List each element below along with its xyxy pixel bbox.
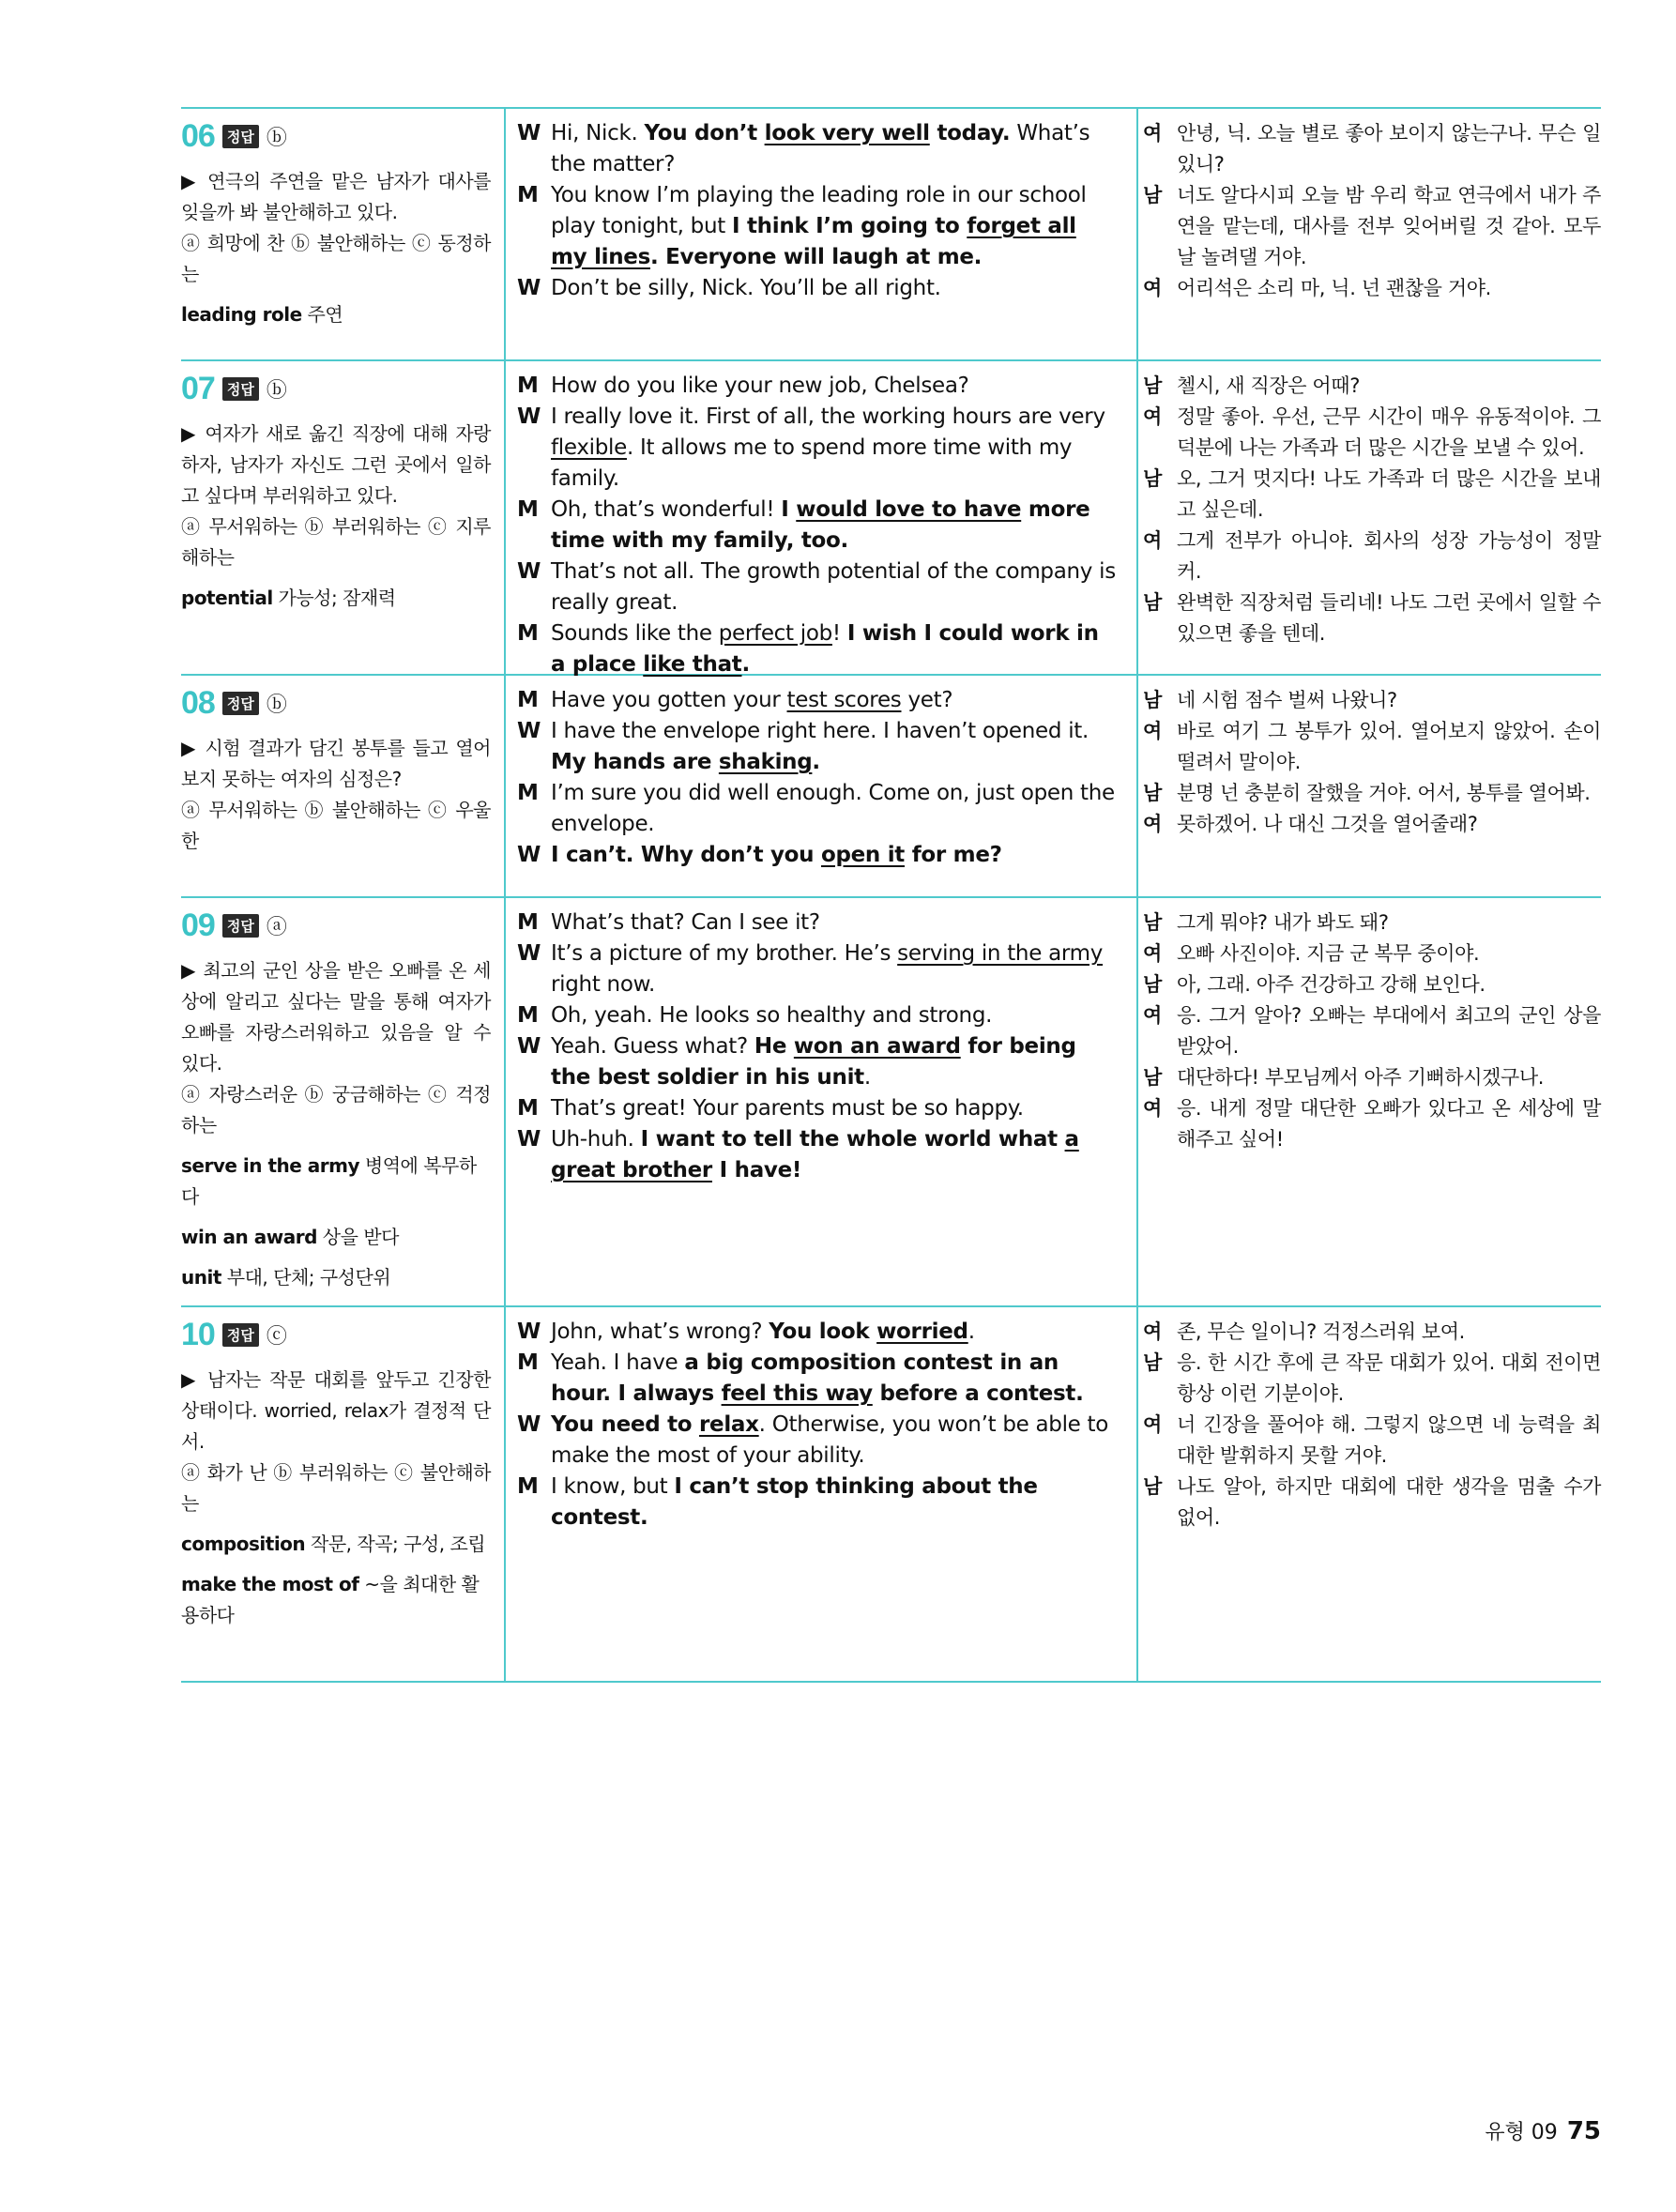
translation-line [1143,1348,1601,1410]
translation-text: 그게 뭐야? 내가 봐도 돼? [1177,911,1389,934]
speaker-label: 남 [1143,374,1162,397]
vocab-list [181,1151,491,1293]
dialogue-segment: I can’t. Why don’t you [551,843,821,867]
dialogue-text [551,1410,1118,1472]
translation-text: 대단하다! 부모님께서 아주 기뻐하시겠구나. [1177,1066,1545,1089]
dialogue-segment: a big composition contest in an hour. I always [551,1350,1059,1406]
translation-column [1143,898,1601,1155]
key-phrase: look very well [764,121,930,145]
key-phrase: would love to have [796,497,1022,522]
page-number: 75 [1566,2117,1601,2145]
translation-line [1143,464,1601,526]
key-phrase: relax [698,1412,759,1437]
dialogue-text [551,1124,1118,1186]
answer-badge: 정답 [222,914,259,938]
speaker-label: W [517,121,541,145]
answer-column [181,109,491,330]
dialogue-segment: John, what’s wrong? [551,1320,769,1344]
question-number: 06 [181,118,215,154]
dialogue-segment: today. [929,121,1011,145]
speaker-label: 남 [1143,184,1162,206]
translation-text: 아, 그래. 아주 건강하고 강해 보인다. [1177,973,1486,996]
translation-text: 안녕, 닉. 오늘 별로 좋아 보이지 않는구나. 무슨 일 있니? [1177,122,1601,175]
dialogue-segment: right now. [551,972,656,997]
translation-line [1143,1317,1601,1348]
answer-value: ⓑ [266,379,287,403]
dialogue-segment: That’s great! Your parents must be so happy. [551,1096,1024,1121]
vocab-item [181,1222,491,1253]
speaker-label: 여 [1143,1004,1162,1027]
speaker-label: 남 [1143,973,1162,996]
key-phrase: worried [876,1320,968,1344]
dialogue-text [551,1031,1118,1093]
translation-line [1143,809,1601,840]
vocab-item [181,1529,491,1560]
dialogue-line [517,618,1118,680]
dialogue-segment: Sounds like the [551,621,719,646]
dialogue-line [517,840,1118,871]
dialogue-segment: You know I’m playing the leading role in our school play tonight, but [551,183,1087,238]
speaker-label: M [517,688,539,712]
choices: ⓐ 화가 난 ⓑ 부러워하는 ⓒ 불안해하는 [181,1461,491,1515]
dialogue-segment: Yeah. Guess what? [551,1034,754,1059]
answer-value: ⓑ [266,127,287,150]
question-number: 07 [181,371,215,406]
speaker-label: W [517,1034,541,1059]
vocab-meaning: 상을 받다 [322,1226,399,1248]
key-phrase: feel this way [721,1381,873,1406]
vocab-item [181,583,491,614]
dialogue-text [551,1000,1118,1031]
dialogue-column [517,361,1118,680]
question-header [181,371,491,407]
speaker-label: M [517,183,539,207]
explanation: ▶ 여자가 새로 옮긴 직장에 대해 자랑하자, 남자가 자신도 그런 곳에서 일하고 싶다며 부러워하고 있다. [181,422,491,507]
dialogue-line [517,180,1118,273]
speaker-label: W [517,1412,541,1437]
dialogue-segment: . It allows me to spend more time with my family. [551,435,1073,491]
dialogue-segment: I have! [711,1158,802,1182]
vocab-item [181,1569,491,1631]
speaker-label: 여 [1143,720,1162,742]
translation-text: 완벽한 직장처럼 들리네! 나도 그런 곳에서 일할 수 있으면 좋을 텐데. [1177,591,1601,645]
speaker-label: 여 [1143,1320,1162,1343]
dialogue-segment: for being the best soldier in his unit [551,1034,1076,1090]
answer-column [181,676,491,857]
dialogue-segment: Have you gotten your [551,688,787,712]
column-divider-right [1136,107,1138,1683]
dialogue-text [551,716,1118,778]
key-phrase: like that [643,652,742,677]
translation-column [1143,109,1601,304]
question-number: 08 [181,685,215,721]
vocab-meaning: 작문, 작곡; 구성, 조립 [311,1533,486,1555]
translation-text: 너 긴장을 풀어야 해. 그렇지 않으면 네 능력을 최대한 발휘하지 못할 거야. [1177,1413,1601,1467]
speaker-label: 남 [1143,591,1162,614]
translation-column [1143,676,1601,840]
dialogue-segment: I [781,497,797,522]
vocab-term: win an award [181,1226,317,1248]
translation-text: 응. 내게 정말 대단한 오빠가 있다고 온 세상에 말해주고 싶어! [1177,1097,1601,1151]
speaker-label: M [517,497,539,522]
translation-text: 못하겠어. 나 대신 그것을 열어줄래? [1177,813,1478,835]
dialogue-text [551,118,1118,180]
explanation: ▶ 남자는 작문 대회를 앞두고 긴장한 상태이다. worried, relax가 결정적 단서. [181,1368,491,1453]
dialogue-text [551,840,1118,871]
vocab-item [181,1151,491,1213]
dialogue-text [551,938,1118,1000]
key-phrase: test scores [786,688,902,712]
translation-text: 첼시, 새 직장은 어때? [1177,374,1360,397]
translation-line [1143,1062,1601,1093]
answer-value: ⓒ [266,1325,287,1349]
speaker-label: 여 [1143,277,1162,299]
translation-text: 오, 그거 멋지다! 나도 가족과 더 많은 시간을 보내고 싶은데. [1177,467,1601,521]
dialogue-line [517,778,1118,840]
answer-badge: 정답 [222,377,259,401]
choices: ⓐ 무서워하는 ⓑ 부러워하는 ⓒ 지루해하는 [181,515,491,569]
dialogue-text [551,1472,1118,1533]
translation-line [1143,778,1601,809]
speaker-label: M [517,374,539,398]
dialogue-segment: . [812,750,820,774]
dialogue-text [551,557,1118,618]
speaker-label: 남 [1143,782,1162,804]
dialogue-line [517,118,1118,180]
vocab-term: serve in the army [181,1154,360,1177]
translation-text: 너도 알다시피 오늘 밤 우리 학교 연극에서 내가 주연을 맡는데, 대사를 전부 잊어버릴 것 같아. 모두 날 놀려댈 거야. [1177,184,1601,268]
dialogue-segment: . [863,1065,871,1090]
choices: ⓐ 희망에 찬 ⓑ 불안해하는 ⓒ 동정하는 [181,232,491,285]
speaker-label: 여 [1143,529,1162,552]
vocab-term: make the most of [181,1573,359,1595]
dialogue-text [551,1348,1118,1410]
section-label: 유형 09 [1485,2121,1558,2144]
dialogue-segment: . Otherwise, you won’t be able to make the most of your ability. [551,1412,1109,1468]
dialogue-segment: . [968,1320,975,1344]
page-footer [1485,2116,1601,2145]
speaker-label: 여 [1143,1413,1162,1436]
dialogue-segment: What’s the matter? [551,121,1090,176]
speaker-label: M [517,910,539,935]
dialogue-text [551,180,1118,273]
speaker-label: M [517,1474,539,1499]
translation-line [1143,969,1601,1000]
question-header [181,1317,491,1353]
dialogue-text [551,685,1118,716]
vocab-meaning: ~을 최대한 활용하다 [181,1573,480,1626]
translation-line [1143,685,1601,716]
dialogue-segment: Hi, Nick. [551,121,645,145]
translation-column [1143,1307,1601,1533]
dialogue-text [551,495,1118,557]
dialogue-text [551,618,1118,680]
explanation: ▶ 시험 결과가 담긴 봉투를 들고 열어보지 못하는 여자의 심정은? [181,737,491,790]
translation-line [1143,1472,1601,1533]
speaker-label: 남 [1143,911,1162,934]
translation-line [1143,1000,1601,1062]
column-divider-left [504,107,506,1683]
dialogue-text [551,778,1118,840]
dialogue-line [517,685,1118,716]
speaker-label: W [517,719,541,743]
dialogue-segment: I’m sure you did well enough. Come on, just open the envelope. [551,781,1115,836]
dialogue-segment: That’s not all. The growth potential of the company is really great. [551,559,1116,615]
dialogue-line [517,1472,1118,1533]
speaker-label: W [517,1127,541,1152]
dialogue-line [517,716,1118,778]
speaker-label: 남 [1143,1066,1162,1089]
key-phrase: perfect job [718,621,832,646]
translation-line [1143,180,1601,273]
dialogue-line [517,371,1118,402]
speaker-label: 여 [1143,1097,1162,1120]
dialogue-segment: . [741,652,750,677]
vocab-list [181,583,491,614]
key-phrase: forget all my lines [551,214,1076,269]
translation-text: 정말 좋아. 우선, 근무 시간이 매우 유동적이야. 그 덕분에 나는 가족과 더 많은 시간을 보낼 수 있어. [1177,405,1601,459]
dialogue-segment: ! [831,621,847,646]
question-number: 09 [181,908,215,943]
vocab-item [181,1262,491,1293]
dialogue-line [517,495,1118,557]
key-phrase: a great brother [551,1127,1079,1182]
dialogue-line [517,402,1118,495]
dialogue-segment: I know, but [551,1474,675,1499]
vocab-meaning: 가능성; 잠재력 [278,587,396,609]
dialogue-segment: more time with my family, too. [551,497,1090,553]
answer-value: ⓑ [266,694,287,717]
translation-line [1143,1410,1601,1472]
dialogue-line [517,1093,1118,1124]
dialogue-text [551,1317,1118,1348]
translation-line [1143,273,1601,304]
speaker-label: W [517,404,541,429]
vocab-term: leading role [181,303,302,326]
vocab-list [181,1529,491,1631]
choices: ⓐ 무서워하는 ⓑ 불안해하는 ⓒ 우울한 [181,799,491,852]
question-header [181,118,491,155]
vocab-list [181,299,491,330]
vocab-term: unit [181,1266,221,1289]
speaker-label: 여 [1143,122,1162,145]
translation-line [1143,402,1601,464]
answer-column [181,898,491,1293]
translation-text: 그게 전부가 아니야. 회사의 성장 가능성이 정말 커. [1177,529,1601,583]
translation-line [1143,1093,1601,1155]
dialogue-segment: for me? [905,843,1002,867]
key-phrase: open it [820,843,905,867]
vocab-meaning: 부대, 단체; 구성단위 [226,1266,391,1289]
translation-line [1143,938,1601,969]
translation-line [1143,371,1601,402]
translation-line [1143,526,1601,587]
translation-line [1143,587,1601,649]
speaker-label: 여 [1143,813,1162,835]
dialogue-segment: Oh, that’s wonderful! [551,497,782,522]
explanation: ▶ 최고의 군인 상을 받은 오빠를 온 세상에 알리고 싶다는 말을 통해 여자가 오빠를 자랑스러워하고 있음을 알 수 있다. [181,959,491,1075]
translation-text: 나도 알아, 하지만 대회에 대한 생각을 멈출 수가 없어. [1177,1475,1601,1529]
key-phrase: won an award [793,1034,961,1059]
question-number: 10 [181,1317,215,1352]
question-header [181,685,491,722]
answer-badge: 정답 [222,125,259,148]
dialogue-segment: It’s a picture of my brother. He’s [551,941,898,966]
choices: ⓐ 자랑스러운 ⓑ 궁금해하는 ⓒ 걱정하는 [181,1083,491,1137]
translation-line [1143,118,1601,180]
key-phrase: flexible [551,435,627,460]
speaker-label: 남 [1143,467,1162,490]
speaker-label: M [517,1350,539,1375]
dialogue-segment: Don’t be silly, Nick. You’ll be all right. [551,276,941,300]
speaker-label: 여 [1143,405,1162,428]
dialogue-line [517,1124,1118,1186]
translation-text: 분명 넌 충분히 잘했을 거야. 어서, 봉투를 열어봐. [1177,782,1591,804]
translation-text: 네 시험 점수 벌써 나왔니? [1177,689,1397,711]
translation-text: 존, 무슨 일이니? 걱정스러워 보여. [1177,1320,1465,1343]
translation-line [1143,908,1601,938]
dialogue-line [517,273,1118,304]
question-header [181,908,491,944]
key-phrase: serving in the army [897,941,1104,966]
vocab-term: potential [181,587,273,609]
translation-text: 응. 그거 알아? 오빠는 부대에서 최고의 군인 상을 받았어. [1177,1004,1601,1058]
dialogue-line [517,908,1118,938]
dialogue-column [517,676,1118,871]
answer-value: ⓐ [266,916,287,939]
translation-text: 바로 여기 그 봉투가 있어. 열어보지 않았어. 손이 떨려서 말이야. [1177,720,1601,773]
dialogue-segment: before a contest. [872,1381,1084,1406]
speaker-label: M [517,1003,539,1028]
vocab-item [181,299,491,330]
dialogue-segment: I wish I could work in a place [551,621,1099,677]
dialogue-segment: How do you like your new job, Chelsea? [551,374,969,398]
speaker-label: W [517,941,541,966]
dialogue-text [551,1093,1118,1124]
speaker-label: 남 [1143,1351,1162,1374]
dialogue-text [551,371,1118,402]
dialogue-segment: I have the envelope right here. I haven’t opened it. [551,719,1089,743]
vocab-meaning: 병역에 복무하다 [181,1154,477,1208]
speaker-label: 남 [1143,1475,1162,1498]
dialogue-segment: I want to tell the whole world what [640,1127,1065,1152]
speaker-label: W [517,1320,541,1344]
translation-column [1143,361,1601,649]
dialogue-segment: You don’t [644,121,765,145]
speaker-label: M [517,621,539,646]
dialogue-column [517,109,1118,304]
dialogue-text [551,402,1118,495]
dialogue-segment: I really love it. First of all, the working hours are very [551,404,1105,429]
rule-bottom [181,1681,1601,1683]
dialogue-text [551,908,1118,938]
translation-text: 어리석은 소리 마, 닉. 넌 괜찮을 거야. [1177,277,1491,299]
dialogue-text [551,273,1118,304]
dialogue-line [517,1348,1118,1410]
dialogue-line [517,1410,1118,1472]
dialogue-segment: Yeah. I have [551,1350,685,1375]
answer-badge: 정답 [222,1323,259,1347]
answer-column [181,361,491,614]
dialogue-segment: My hands are [551,750,719,774]
dialogue-segment: He [754,1034,794,1059]
dialogue-segment: I think I’m going to [732,214,968,238]
speaker-label: W [517,843,541,867]
vocab-term: composition [181,1533,306,1555]
key-phrase: shaking [718,750,813,774]
explanation: ▶ 연극의 주연을 맡은 남자가 대사를 잊을까 봐 불안해하고 있다. [181,170,491,223]
answer-column [181,1307,491,1631]
dialogue-line [517,557,1118,618]
speaker-label: W [517,559,541,584]
dialogue-line [517,1000,1118,1031]
dialogue-column [517,898,1118,1186]
dialogue-segment: Oh, yeah. He looks so healthy and strong. [551,1003,993,1028]
speaker-label: 남 [1143,689,1162,711]
dialogue-segment: I can’t stop thinking about the contest. [551,1474,1038,1530]
dialogue-column [517,1307,1118,1533]
dialogue-segment: . Everyone will laugh at me. [650,245,983,269]
dialogue-segment: You need to [551,1412,699,1437]
dialogue-line [517,938,1118,1000]
dialogue-segment: yet? [901,688,953,712]
translation-line [1143,716,1601,778]
speaker-label: W [517,276,541,300]
translation-text: 응. 한 시간 후에 큰 작문 대회가 있어. 대회 전이면 항상 이런 기분이야. [1177,1351,1601,1405]
vocab-meaning: 주연 [307,303,343,326]
speaker-label: 여 [1143,942,1162,965]
translation-text: 오빠 사진이야. 지금 군 복무 중이야. [1177,942,1480,965]
answer-badge: 정답 [222,692,259,715]
speaker-label: M [517,781,539,805]
dialogue-segment: Uh-huh. [551,1127,641,1152]
dialogue-line [517,1317,1118,1348]
dialogue-segment: You look [769,1320,877,1344]
dialogue-line [517,1031,1118,1093]
dialogue-segment: What’s that? Can I see it? [551,910,820,935]
speaker-label: M [517,1096,539,1121]
